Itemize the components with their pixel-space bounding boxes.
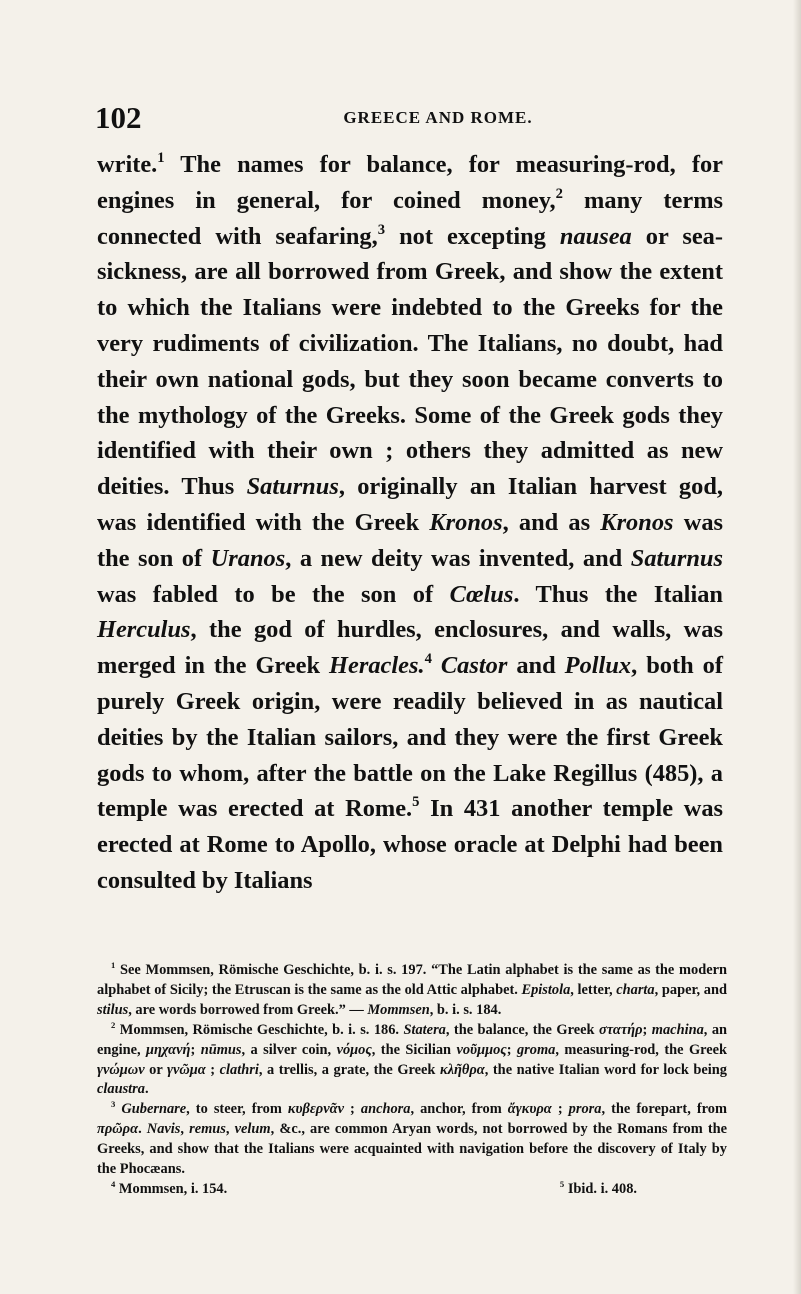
- page-edge: [793, 0, 801, 1294]
- footnote-row: [97, 1180, 727, 1200]
- footnote-2: $^2$ Mommsen, Römische Geschichte, b. i. s. 186. Statera, the balance, the Greek στατήρ; machina, an engine, μηχανή; nūmus, a silver coin, νόμος, the Sicilian νοῦμμος; groma, measuring-rod, the Greek γνώμων or γνῶμα ; clathri, a trellis, a grate, the Greek κλῆθρα, the native Italian word for lock being claustra.: [97, 1019, 728, 1098]
- footnote-ref: 2: [555, 185, 563, 202]
- footnote-ref: 1: [157, 149, 165, 166]
- running-title: GREECE AND ROME.: [343, 108, 533, 127]
- footnote-4: $^4$ Mommsen, i. 154.: [111, 1178, 228, 1197]
- paragraph: write.$^1$ The names for balance, for measuring-rod, for engines in general, for coined money,$^2$ many terms connected with seafaring,$^3$ not excepting nausea or sea-sickness, are all borrowed from Greek, and show the extent to which the Italians were indebted to the Greeks for the very rudiments of civilization. The Italians, no doubt, had their own national gods, but they soon became converts to the mythology of the Greeks. Some of the Greek gods they identified with their own ; others they admitted as new deities. Thus Saturnus, originally an Italian harvest god, was identified with the Greek Kronos, and as Kronos was the son of Uranos, a new deity was invented, and Saturnus was fabled to be the son of Cœlus. Thus the Italian Herculus, the god of hurdles, enclosures, and walls, was merged in the Greek Heracles.$^4$ Castor and Pollux, both of purely Greek origin, were readily believed in as nautical deities by the Italian sailors, and they were the first Greek gods to whom, after the battle on the Lake Regillus (485), a temple was erected at Rome.$^5$ In 431 another temple was erected at Rome to Apollo, whose oracle at Delphi had been consulted by Italians: [97, 149, 724, 894]
- footnote-ref: 3: [377, 221, 386, 238]
- footnote-5: $^5$ Ibid. i. 408.: [559, 1178, 637, 1197]
- page-header: [95, 100, 731, 140]
- footnotes: [97, 961, 727, 1200]
- main-text: [97, 147, 723, 899]
- footnote-3: $^3$ Gubernare, to steer, from κυβερνᾶν ; anchora, anchor, from ἄγκυρα ; prora, the forepart, from πρῶρα. Navis, remus, velum, &c., are common Aryan words, not borrowed by the Romans from the Greeks, and show that the Italians were acquainted with navigation before the discovery of Italy by the Phocæans.: [97, 1099, 728, 1178]
- footnote-1: $^1$ See Mommsen, Römische Geschichte, b. i. s. 197. “The Latin alphabet is the same as the modern alphabet of Sicily; the Etruscan is the same as the old Attic alphabet. Epistola, letter, charta, paper, and stilus, are words borrowed from Greek.” — Mommsen, b. i. s. 184.: [97, 959, 727, 1018]
- page-number: 102: [95, 100, 142, 135]
- footnote-ref: 4: [424, 650, 432, 667]
- footnote-ref: 5: [412, 794, 420, 811]
